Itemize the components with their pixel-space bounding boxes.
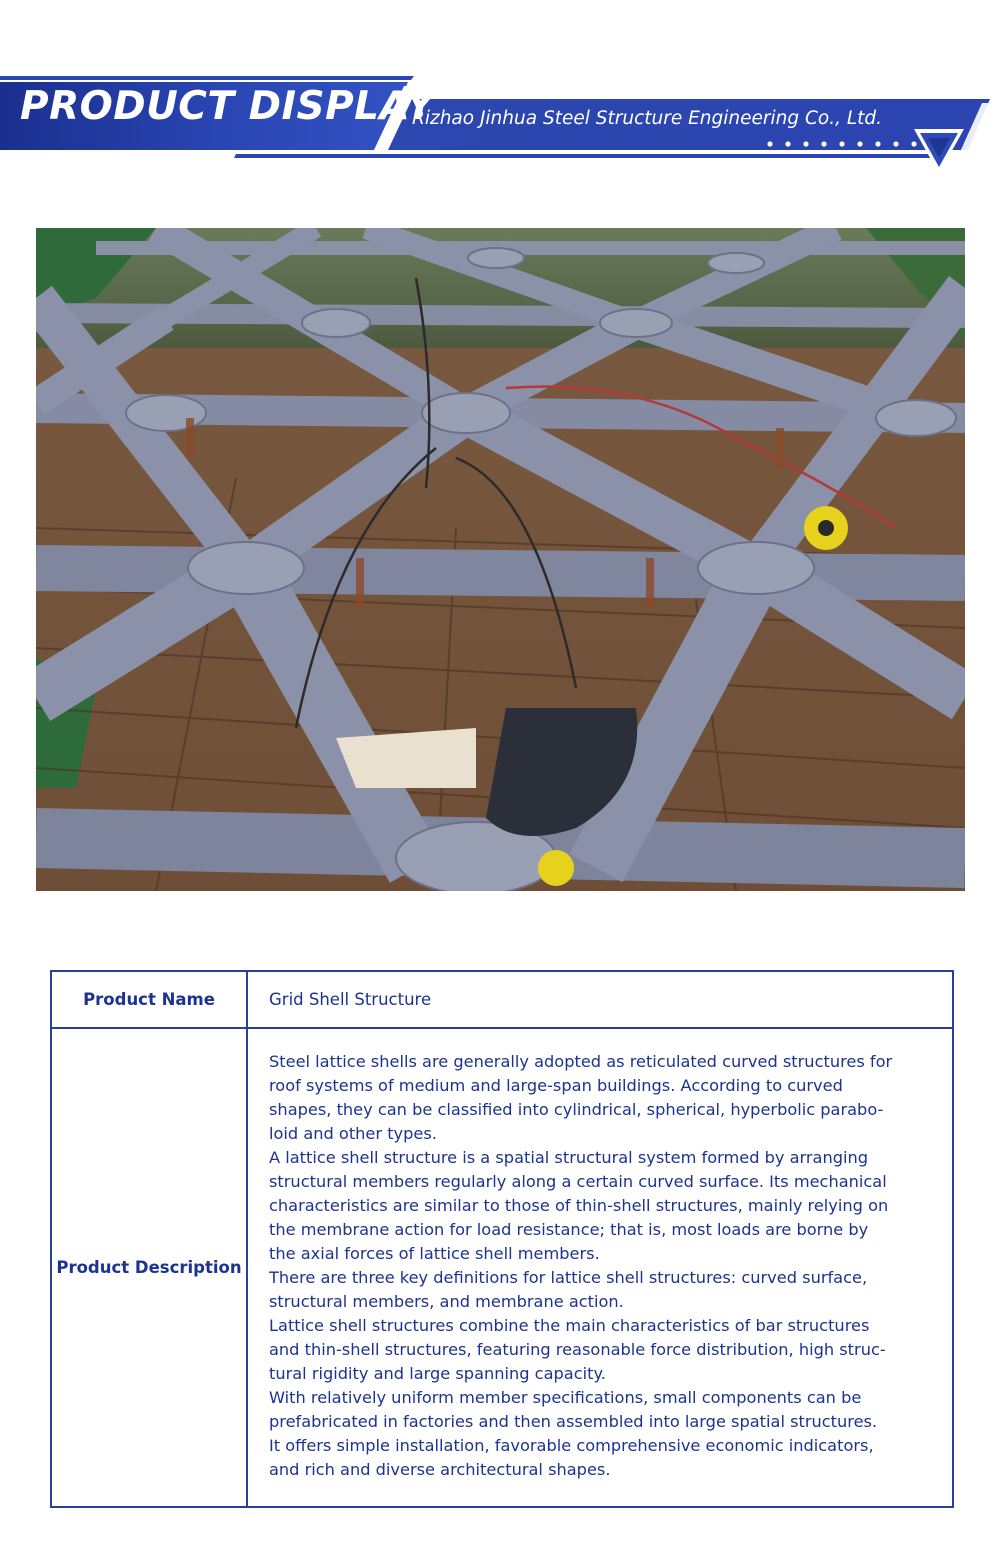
desc-line: loid and other types.	[269, 1124, 437, 1143]
product-photo	[36, 228, 965, 891]
steel-grid-shell-photo	[36, 228, 965, 891]
product-description-text	[269, 1050, 941, 1482]
product-name-label: Product Name	[83, 990, 215, 1009]
desc-line: the axial forces of lattice shell members.	[269, 1244, 600, 1263]
page-title: PRODUCT DISPLAY	[20, 84, 435, 129]
desc-line: It offers simple installation, favorable comprehensive economic indicators,	[269, 1436, 874, 1455]
product-name-value: Grid Shell Structure	[269, 990, 432, 1009]
desc-line: roof systems of medium and large-span buildings. According to curved	[269, 1076, 843, 1095]
desc-line: There are three key definitions for lattice shell structures: curved surface,	[269, 1268, 868, 1287]
spec-table	[50, 970, 954, 1508]
desc-line: shapes, they can be classified into cylindrical, spherical, hyperbolic parabo-	[269, 1100, 884, 1119]
column-divider	[246, 972, 248, 1506]
company-name: Rizhao Jinhua Steel Structure Engineering Co., Ltd.	[412, 108, 883, 129]
desc-line: the membrane action for load resistance; that is, most loads are borne by	[269, 1220, 869, 1239]
desc-line: Lattice shell structures combine the main characteristics of bar structures	[269, 1316, 870, 1335]
product-description-label: Product Description	[56, 1258, 242, 1277]
header-banner	[0, 0, 1000, 190]
desc-line: A lattice shell structure is a spatial structural system formed by arranging	[269, 1148, 869, 1167]
desc-line: characteristics are similar to those of thin-shell structures, mainly relying on	[269, 1196, 889, 1215]
desc-line: structural members regularly along a certain curved surface. Its mechanical	[269, 1172, 887, 1191]
desc-line: and thin-shell structures, featuring reasonable force distribution, high struc-	[269, 1340, 886, 1359]
desc-line: structural members, and membrane action.	[269, 1292, 624, 1311]
desc-line: With relatively uniform member specifications, small components can be	[269, 1388, 862, 1407]
desc-line: tural rigidity and large spanning capacity.	[269, 1364, 606, 1383]
desc-line: prefabricated in factories and then assembled into large spatial structures.	[269, 1412, 878, 1431]
desc-line: and rich and diverse architectural shapes.	[269, 1460, 611, 1479]
desc-line: Steel lattice shells are generally adopted as reticulated curved structures for	[269, 1052, 893, 1071]
dots-decoration	[767, 141, 916, 146]
triangle-icon	[914, 129, 964, 174]
